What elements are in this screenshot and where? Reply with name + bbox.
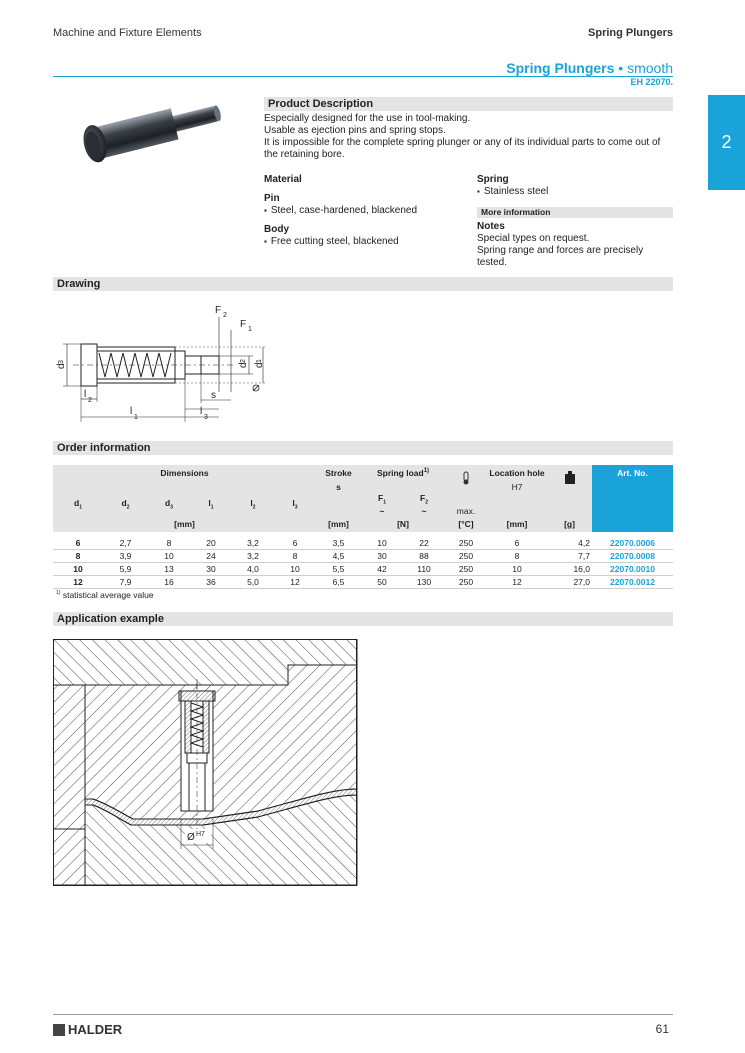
product-code: EH 22070.: [630, 77, 673, 87]
label-d1-sub: 1: [256, 359, 263, 363]
title-main: Spring Plungers: [506, 60, 615, 76]
label-l3-sub: 3: [204, 414, 208, 421]
notes-line-3: tested.: [477, 257, 508, 268]
notes-line-2: Spring range and forces are precisely: [477, 245, 644, 256]
unit-temp: [°C]: [458, 518, 474, 529]
label-l2: l: [84, 389, 87, 400]
hole-diameter-label: Ø: [187, 832, 195, 843]
chapter-tab[interactable]: 2: [708, 95, 745, 190]
product-description-line-2: Usable as ejection pins and spring stops.: [264, 125, 446, 136]
header-section: Spring Plungers: [588, 27, 673, 39]
stroke-header: Stroke: [325, 468, 352, 478]
label-d2-sub: 2: [240, 359, 247, 363]
material-heading: Material: [264, 174, 302, 185]
col-f2: $F_2$ ~: [420, 493, 428, 516]
more-info-heading: More information: [477, 207, 673, 218]
col-l2: $l_2$: [250, 498, 256, 511]
length-label: l: [196, 682, 198, 691]
weight-icon: [547, 465, 592, 493]
pin-label: Pin: [264, 193, 280, 204]
spring-label: Spring: [477, 174, 509, 185]
product-description-line-4: the retaining bore.: [264, 149, 345, 160]
application-heading: Application example: [53, 612, 673, 626]
technical-drawing: [53, 297, 283, 427]
art-no-header: Art. No.: [592, 465, 673, 532]
product-description-line-3: It is impossible for the complete spring plunger or any of its individual parts to come out of: [264, 137, 661, 148]
label-f2-sub: 2: [223, 312, 227, 319]
col-l3: $l_3$: [292, 498, 298, 511]
art-no-link[interactable]: 22070.0012: [592, 576, 673, 589]
drawing-heading: Drawing: [53, 277, 673, 291]
label-d2: d: [238, 362, 249, 368]
label-l2-sub: 2: [88, 397, 92, 404]
art-no-link[interactable]: 22070.0006: [592, 537, 673, 550]
label-s: s: [211, 390, 216, 401]
col-d2: $d_2$: [121, 498, 130, 511]
brand-logo: HALDER: [53, 1022, 122, 1037]
table-row: 8 3,9 10 24 3,2 8 4,5 30 88 250 8 7,7 22070.0008: [53, 550, 673, 563]
label-l3: l: [200, 406, 203, 417]
col-max: max.: [456, 505, 476, 516]
dimensions-header: Dimensions: [160, 468, 209, 478]
order-heading: Order information: [53, 441, 673, 455]
location-hole-header: Location hole: [489, 468, 545, 478]
pin-value: ▪ Steel, case-hardened, blackened: [264, 205, 417, 217]
product-photo: [75, 95, 235, 177]
product-description-heading: Product Description: [264, 97, 673, 111]
unit-load: [N]: [397, 518, 409, 529]
spring-load-header: Spring load$^{1)}$: [376, 468, 430, 478]
body-label: Body: [264, 224, 289, 235]
title-separator: •: [618, 60, 624, 76]
table-row: 12 7,9 16 36 5,0 12 6,5 50 130 250 12 27,0 22070.0012: [53, 576, 673, 589]
col-d3: $d_3$: [165, 498, 173, 511]
page-number: 61: [655, 1022, 669, 1036]
stroke-sub: s: [336, 482, 341, 492]
label-l1: l: [130, 406, 133, 417]
body-value: ▪ Free cutting steel, blackened: [264, 236, 399, 248]
art-no-link[interactable]: 22070.0008: [592, 550, 673, 563]
spring-value: ▪ Stainless steel: [477, 186, 548, 198]
footer-rule: [53, 1014, 673, 1015]
label-f1-sub: 1: [248, 326, 252, 333]
label-f1: F: [240, 319, 247, 330]
col-f1: $F_1$ ~: [378, 493, 386, 516]
notes-line-1: Special types on request.: [477, 233, 590, 244]
temperature-icon: [445, 465, 487, 493]
label-d1: d: [254, 362, 265, 368]
table-row: 6 2,7 8 20 3,2 6 3,5 10 22 250 6 4,2 22070.0006: [53, 537, 673, 550]
hole-fit-label: H7: [196, 831, 205, 838]
label-l1-sub: 1: [134, 414, 138, 421]
col-d1: $d_1$: [74, 498, 82, 511]
page-title: [506, 60, 673, 76]
brand-logo-icon: [53, 1024, 65, 1036]
unit-dims: [mm]: [174, 518, 195, 529]
product-description-line-1: Especially designed for the use in tool-making.: [264, 113, 471, 124]
label-d3: d: [56, 363, 67, 369]
art-no-link[interactable]: 22070.0010: [592, 563, 673, 576]
col-l1: $l_1$: [208, 498, 214, 511]
notes-label: Notes: [477, 221, 505, 232]
order-table: [53, 465, 673, 589]
label-d3-sub: 3: [58, 360, 65, 364]
table-row: 10 5,9 13 30 4,0 10 5,5 42 110 250 10 16,0 22070.0010: [53, 563, 673, 576]
unit-stroke: [mm]: [328, 518, 349, 529]
application-drawing: [53, 639, 359, 887]
unit-hole: [mm]: [506, 518, 528, 529]
header-category: Machine and Fixture Elements: [53, 27, 202, 39]
unit-weight: [g]: [564, 518, 575, 529]
title-rule: [53, 76, 673, 77]
label-f2: F: [215, 305, 222, 316]
footnote: $^{1)}$ statistical average value: [56, 590, 154, 600]
title-variant: smooth: [627, 60, 673, 76]
location-hole-sub: H7: [511, 482, 523, 492]
